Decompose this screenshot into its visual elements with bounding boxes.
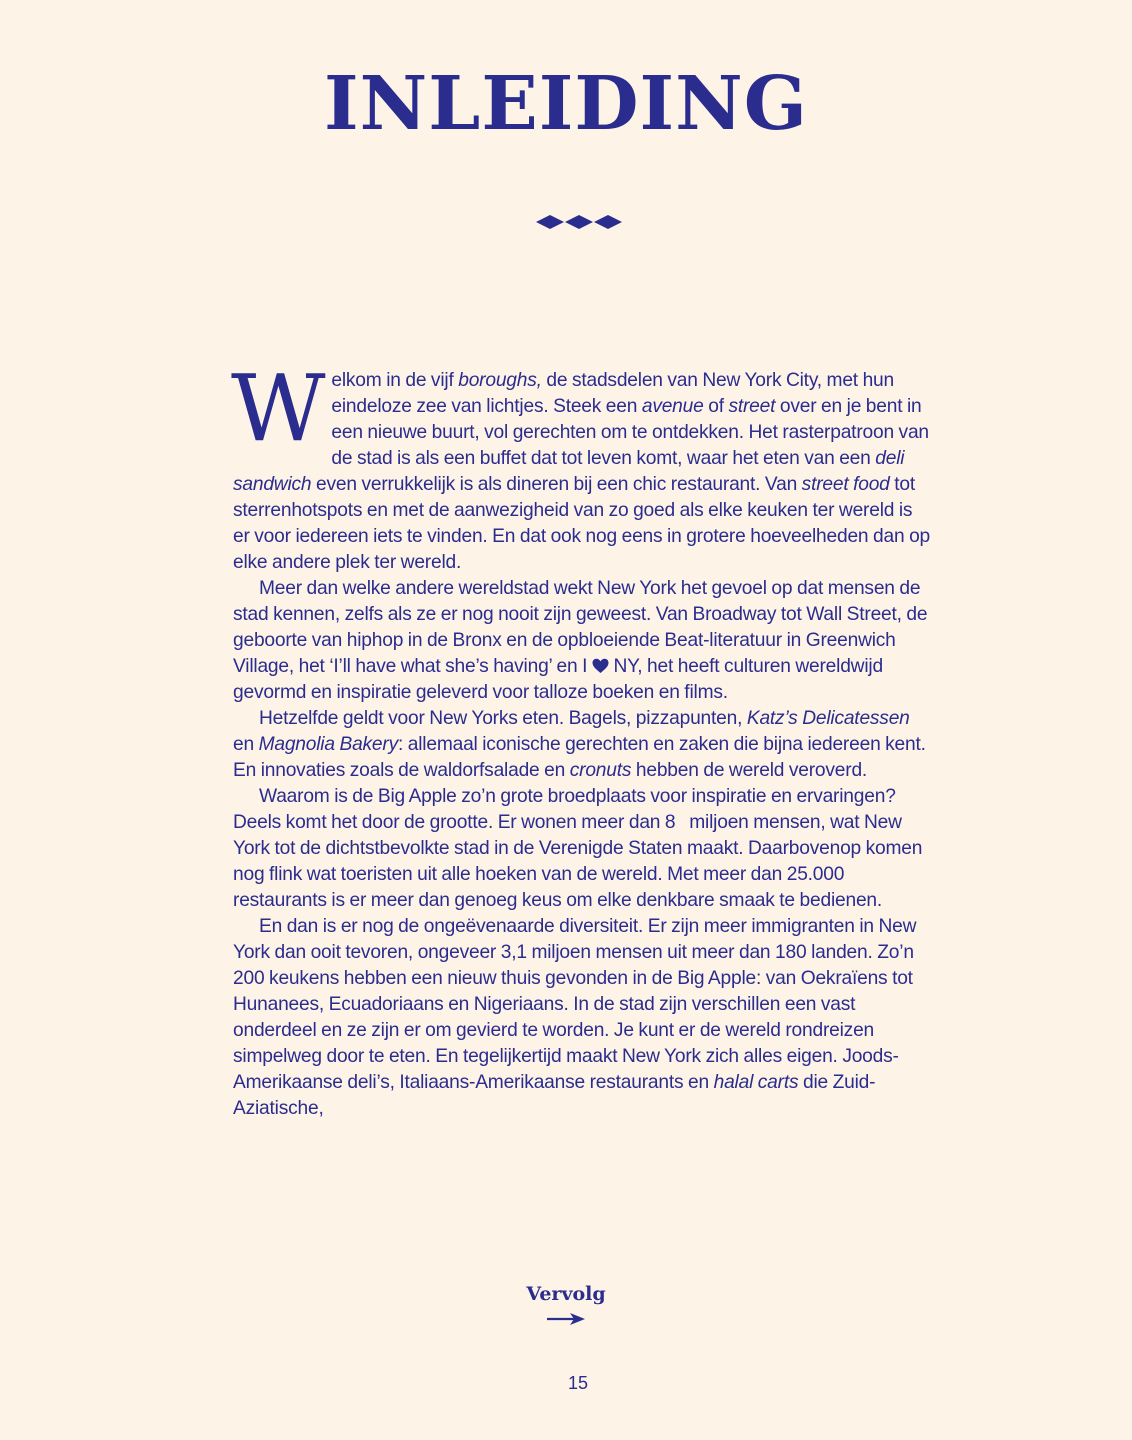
paragraph bbox=[233, 914, 931, 1122]
italic-text: street food bbox=[801, 474, 890, 495]
text-segment: of bbox=[703, 396, 729, 417]
continue-link[interactable] bbox=[0, 1282, 1132, 1326]
text-segment: even verrukkelijk is als dineren bij een chic restaurant. Van bbox=[311, 474, 802, 495]
text-segment: de stadsdelen van New York City, met hun eindeloze zee van lichtjes. Steek een bbox=[331, 370, 894, 417]
continue-label[interactable]: Vervolg bbox=[526, 1283, 606, 1305]
italic-text: deli sandwich bbox=[233, 448, 905, 495]
page-title: INLEIDING bbox=[324, 61, 808, 147]
italic-text: boroughs, bbox=[458, 370, 542, 391]
italic-text: halal carts bbox=[713, 1072, 799, 1093]
three-diamonds-ornament-icon bbox=[536, 214, 622, 230]
paragraph bbox=[231, 355, 931, 576]
text-segment: Hetzelfde geldt voor New Yorks eten. Bagels, pizzapunten, bbox=[259, 708, 747, 729]
italic-text: cronuts bbox=[569, 760, 632, 781]
italic-text: Magnolia Bakery bbox=[258, 734, 398, 755]
text-segment: over en je bent in een nieuwe buurt, vol gerechten om te ontdekken. Het rasterpatroon van de stad is als een buffet dat tot leven komt, waar het eten van een bbox=[331, 396, 929, 469]
page-number: 15 bbox=[567, 1373, 589, 1393]
text-segment: elkom in de vijf bbox=[331, 370, 459, 391]
text-segment: die Zuid-Aziatische, bbox=[233, 1072, 876, 1119]
heart-icon bbox=[592, 658, 609, 674]
text-segment: Waarom is de Big Apple zo’n grote broedplaats voor inspiratie en ervaringen? Deels komt het door de grootte. Er wonen meer dan 8 miljoen mensen, wat New York tot de dichtstbevolkte stad in de Verenigde Staten maakt. Daarbovenop komen nog flink wat toeristen uit alle hoeken van de wereld. Met meer dan 25.000 restaurants is er meer dan genoeg keus om elke denkbare smaak te bedienen. bbox=[233, 786, 923, 911]
italic-text: Katz’s Delicatessen bbox=[746, 708, 910, 729]
text-segment: en bbox=[233, 734, 259, 755]
intro-body bbox=[231, 355, 931, 1122]
italic-text: avenue bbox=[641, 396, 704, 417]
drop-cap: W bbox=[231, 355, 326, 462]
text-segment: En dan is er nog de ongeëvenaarde diversiteit. Er zijn meer immigranten in New York dan ooit tevoren, ongeveer 3,1 miljoen mensen uit meer dan 180 landen. Zo’n 200 keukens hebben een nieuw thuis gevonden in de Big Apple: van Oekraïens tot Hunanees, Ecuadoriaans en Nigeriaans. In de stad zijn verschillen een vast onderdeel en ze zijn er om gevierd te worden. Je kunt er de wereld rondreizen simpelweg door te eten. En tegelijkertijd maakt New York zich alles eigen. Joods-Amerikaanse deli’s, Italiaans-Amerikaanse restaurants en bbox=[233, 916, 917, 1093]
arrow-right-icon bbox=[546, 1312, 586, 1326]
text-segment: NY, het heeft culturen wereldwijd gevormd en inspiratie geleverd voor talloze boeken en films. bbox=[233, 656, 883, 703]
text-segment: hebben de wereld veroverd. bbox=[631, 760, 868, 781]
paragraph bbox=[233, 576, 931, 706]
text-segment: tot sterrenhotspots en met de aanwezigheid van zo goed als elke keuken ter wereld is er voor iedereen iets te vinden. En dat ook nog eens in grotere hoeveelheden dan op elke andere plek ter wereld. bbox=[233, 474, 931, 573]
text-segment: Meer dan welke andere wereldstad wekt New York het gevoel op dat mensen de stad kennen, zelfs als ze er nog nooit zijn geweest. Van Broadway tot Wall Street, de geboorte van hiphop in de Bronx en de opbloeiende Beat-literatuur in Greenwich Village, het ‘I’ll have what she’s having’ en I bbox=[233, 578, 928, 677]
text-segment: : allemaal iconische gerechten en zaken die bijna iedereen kent. En innovaties zoals de waldorfsalade en bbox=[233, 734, 926, 781]
paragraph bbox=[233, 784, 931, 914]
paragraph bbox=[233, 706, 931, 784]
italic-text: street bbox=[728, 396, 776, 417]
diamond-ornament-icon bbox=[536, 214, 622, 230]
